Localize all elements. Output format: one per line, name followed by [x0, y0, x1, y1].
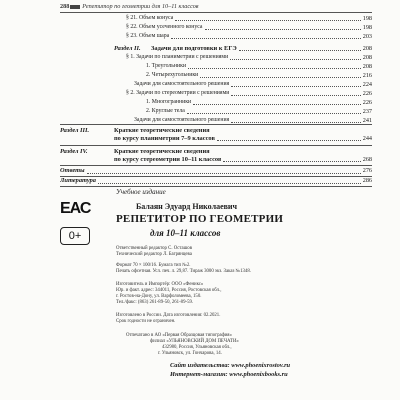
toc-literature: Литература 286 — [60, 177, 372, 184]
toc-entry: § 21. Объем конуса 198 — [126, 15, 372, 22]
running-head-title: Репетитор по геометрии для 10–11 классов — [82, 3, 199, 10]
age-rating-badge: 0+ — [60, 227, 90, 245]
toc-entry: § 23. Объем шара 203 — [126, 33, 372, 40]
book-subtitle: для 10–11 классов — [150, 228, 221, 238]
running-head — [60, 3, 372, 12]
publisher-line: Юр. и факт. адрес: 344011, Россия, Ростовская обл., — [116, 288, 222, 293]
toc-section-3: Раздел III. Краткие теоретические сведения по курсу планиметрии 7–9 классов 244 — [60, 127, 372, 142]
toc-answers: Ответы 276 — [60, 167, 372, 174]
manufacture-line: Срок годности не ограничен. — [116, 319, 176, 324]
editor-line: Ответственный редактор С. Осташов — [116, 246, 192, 251]
publisher-site: Сайт издательства: www.phoenixrostov.ru — [170, 362, 291, 369]
toc-entry: § 22. Объем усеченного конуса 198 — [126, 24, 372, 31]
toc-entry: § 1. Задачи по планиметрии с решениями 208 — [126, 54, 372, 61]
edition-type: Учебное издание — [116, 188, 166, 196]
toc-section-2: Раздел II. Задачи для подготовки к ЕГЭ 208 — [114, 45, 372, 52]
toc-entry: 1. Треугольники 208 — [146, 63, 372, 70]
publisher-line: Изготовитель и Импортёр: ООО «Феникс» — [116, 282, 204, 287]
printer-line: Отпечатано в АО «Первая Образцовая типография» — [126, 333, 232, 338]
print-spec-line: Печать офсетная. Усл. печ. л. 29,87. Тираж 3000 экз. Заказ №1348. — [116, 269, 251, 274]
toc-entry: 2. Четырехугольники 216 — [146, 72, 372, 79]
publisher-line: Тел./факс: (863) 261-89-50, 261-89-59. — [116, 300, 194, 305]
print-spec-line: Формат 70 × 100/16. Бумага тип №2. — [116, 263, 191, 268]
publisher-line: г. Ростов-на-Дону, ул. Варфоломеева, 150. — [116, 294, 202, 299]
decorative-bar-icon — [70, 5, 80, 9]
toc-section-4: Раздел IV. Краткие теоретические сведения по курсу стереометрии 10–11 классов 268 — [60, 148, 372, 163]
toc-entry: 1. Многогранники 226 — [146, 99, 372, 106]
divider — [60, 145, 372, 146]
book-title: РЕПЕТИТОР ПО ГЕОМЕТРИИ — [116, 213, 284, 225]
eac-mark-icon: ЕАС — [60, 200, 91, 217]
toc-entry: § 2. Задачи по стереометрии с решениями 226 — [126, 90, 372, 97]
table-of-contents — [114, 14, 372, 125]
online-store-site: Интернет-магазин: www.phoenixbooks.ru — [170, 371, 288, 378]
toc-entry: 2. Круглые тела 237 — [146, 108, 372, 115]
divider — [60, 124, 372, 125]
toc-entry: Задачи для самостоятельного решения 224 — [134, 81, 372, 88]
page-number: 288 — [60, 3, 70, 10]
author-name: Балаян Эдуард Николаевич — [136, 202, 238, 211]
printer-line: филиал «УЛЬЯНОВСКИЙ ДОМ ПЕЧАТИ» — [150, 339, 239, 344]
printer-line: 432980, Россия, Ульяновская обл., — [162, 345, 232, 350]
top-rule — [60, 12, 372, 13]
manufacture-line: Изготовлено в России. Дата изготовления: 02.2021. — [116, 313, 221, 318]
divider — [60, 186, 372, 187]
toc-entry: Задачи для самостоятельного решения 241 — [134, 117, 372, 124]
printer-line: г. Ульяновск, ул. Гончарова, 14. — [158, 351, 222, 356]
editor-line: Технический редактор Л. Багрянцева — [116, 252, 192, 257]
publisher-site-link[interactable]: www.phoenixrostov.ru — [231, 362, 291, 369]
online-store-link[interactable]: www.phoenixbooks.ru — [229, 371, 288, 378]
